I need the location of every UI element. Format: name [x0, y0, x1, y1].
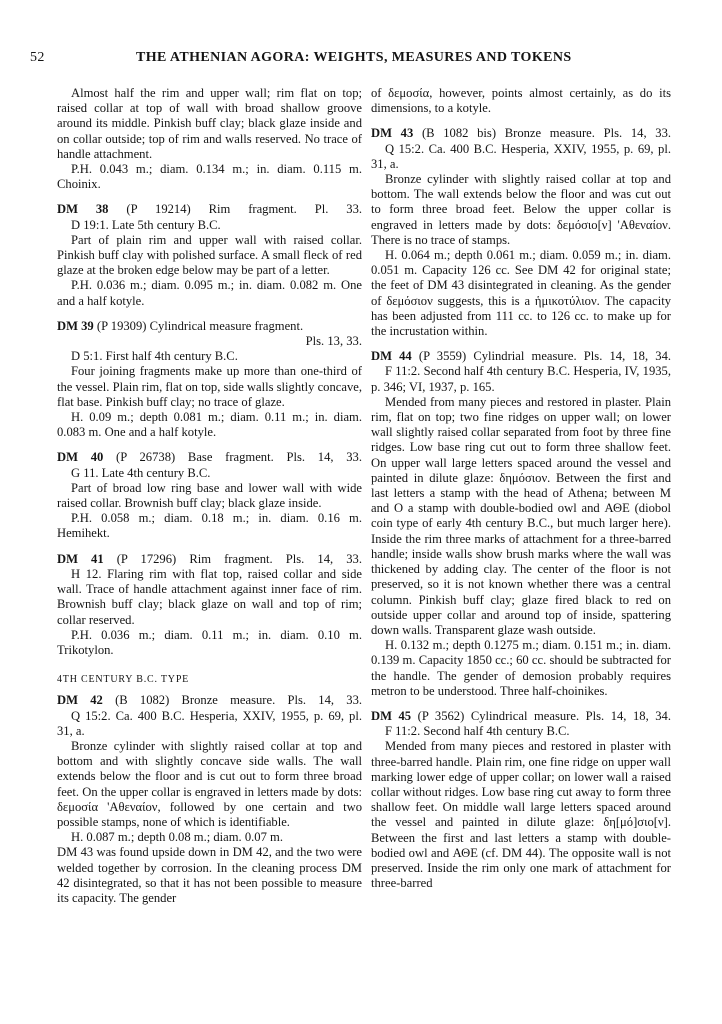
- inventory-number: (P 3559): [418, 349, 467, 364]
- entry-measurements: H. 0.132 m.; depth 0.1275 m.; diam. 0.151 m.; in. diam. 0.139 m. Capacity 1850 cc.; 60 cc. should be subtracted for the handle. The gender of demosion probably requires metron to be understood. Three half-choinikes.: [371, 638, 671, 698]
- entry-measurements: P.H. 0.058 m.; diam. 0.18 m.; in. diam. 0.16 m. Hemihekt.: [57, 511, 362, 541]
- entry-description: H 12. Flaring rim with flat top, raised collar and side wall. Trace of handle attachment against inner face of rim. Brownish buff clay; black glaze on wall and top of rim; collar reserved.: [57, 566, 362, 627]
- plates-reference: Pls. 14, 33.: [286, 450, 362, 465]
- object-type: Cylindrical measure fragment.: [149, 318, 304, 333]
- catalogue-entry-dm43: [371, 126, 671, 339]
- plates-reference: Pls. 14, 33.: [285, 551, 362, 566]
- entry-context: F 11:2. Second half 4th century B.C. Hesperia, IV, 1935, p. 346; VI, 1937, p. 165.: [371, 364, 671, 394]
- entry-description: Part of broad low ring base and lower wall with wide raised collar. Brownish buff clay; black glaze inside.: [57, 480, 362, 511]
- object-type: Cylindrial measure.: [473, 349, 577, 364]
- entry-description: Bronze cylinder with slightly raised collar at top and bottom and with slightly concave side walls. The wall extends below the floor and is cut out to form three broad feet. On the upper collar is engraved in letters made by dots: δεμοσία 'Αθεναίον, followed by one certain and two possible stamps, none of which is identifiable.: [57, 738, 362, 829]
- catalogue-number: DM 45: [371, 708, 412, 723]
- entry-heading: [57, 450, 362, 465]
- plates-reference: Pls. 13, 33.: [305, 334, 362, 349]
- catalogue-entry-dm44: [371, 349, 671, 699]
- entry-description: Mended from many pieces and restored in plaster with three-barred handle. Plain rim, one fine ridge on upper wall marking lower edge of upper collar; on lower wall a raised collar without ridges. Low base ring cut away to form three shallow feet. On middle wall large letters spaced around the vessel and painted in dilute glaze: δη[μό]σιο[ν]. Between the first and last letters a stamp with double-bodied owl and ΑΘΕ (cf. DM 44). The opposite wall is not preserved. Inside the rim only one mark of attachment for three-barred: [371, 739, 671, 891]
- plates-reference: Pls. 14, 33.: [603, 126, 672, 141]
- catalogue-entry-dm40: [57, 450, 362, 541]
- entry-heading: [371, 709, 671, 724]
- entry-note: DM 43 was found upside down in DM 42, and the two were welded together by corrosion. In the cleaning process DM 42 disintegrated, so that it has not been possible to measure its capacity. The gender: [57, 845, 362, 905]
- entry-context: F 11:2. Second half 4th century B.C.: [385, 724, 570, 739]
- inventory-number: (P 19214): [126, 202, 191, 217]
- entry-heading: [57, 552, 362, 567]
- entry-measurements: P.H. 0.036 m.; diam. 0.11 m.; in. diam. 0.10 m. Trikotylon.: [57, 627, 362, 657]
- inventory-number: (P 19309): [96, 318, 147, 333]
- entry-description: Part of plain rim and upper wall with raised collar. Pinkish buff clay with polished surface. A small fleck of red glaze at the broken edge below may be part of a letter.: [57, 232, 362, 278]
- entry-context: D 5:1. First half 4th century B.C.: [71, 349, 238, 364]
- catalogue-number: DM 44: [371, 349, 412, 364]
- catalogue-entry-dm45: [371, 709, 671, 891]
- entry-context: G 11. Late 4th century B.C.: [71, 465, 211, 480]
- catalogue-entry-dm41: [57, 552, 362, 658]
- catalogue-entry-dm42: [57, 693, 362, 906]
- running-head: [0, 50, 722, 70]
- entry-measurements: P.H. 0.036 m.; diam. 0.095 m.; in. diam. 0.082 m. One and a half kotyle.: [57, 278, 362, 308]
- plates-reference: Pls. 14, 18, 34.: [583, 349, 672, 364]
- object-type: Rim fragment.: [189, 551, 273, 566]
- entry-context: Q 15:2. Ca. 400 B.C. Hesperia, XXIV, 1955, p. 69, pl. 31, a.: [371, 141, 671, 171]
- entry-description: Bronze cylinder with slightly raised collar at top and bottom. The wall extends below the floor and was cut out to form three broad feet. Below the upper collar is engraved in letters made by dots: δεμόσιο[ν] 'Αθεναίον. There is no trace of stamps.: [371, 172, 671, 247]
- entry-context: Q 15:2. Ca. 400 B.C. Hesperia, XXIV, 1955, p. 69, pl. 31, a.: [57, 708, 362, 738]
- catalogue-entry-dm39: [57, 319, 362, 441]
- running-head-title: THE ATHENIAN AGORA: WEIGHTS, MEASURES AND TOKENS: [136, 50, 572, 65]
- catalogue-number: DM 42: [57, 693, 103, 708]
- catalogue-number: DM 40: [57, 450, 104, 465]
- entry-description: Mended from many pieces and restored in plaster. Plain rim, flat on top; two fine ridges on upper wall; on lower wall slightly raised collar separated from foot by three fine ridges. Low base ring cut out to form three shallow feet. On upper wall large letters spaced around the vessel and painted in dilute glaze: δημόσιον. Between the first and last letters a stamp with the head of Athena; between M and O a stamp with double-bodied owl and ΑΘΕ (diobol coin type of early 4th century B.C., but much larger here). Inside the rim three marks of attachment for a three-barred handle; inside walls show brush marks where the wall was thickened by adding clay. The center of the floor is not preserved, so it is not known whether there was a central column. Pinkish buff clay; glaze fired black to red on outside upper collar and around top of inside, spattering down walls. Transparent glaze wash outside.: [371, 394, 671, 637]
- entry-measurements: H. 0.087 m.; depth 0.08 m.; diam. 0.07 m.: [71, 830, 283, 845]
- catalogue-number: DM 39: [57, 318, 94, 333]
- plates-reference: Pls. 14, 18, 34.: [585, 708, 671, 723]
- catalogue-number: DM 43: [371, 126, 414, 141]
- right-column: [371, 86, 671, 891]
- continued-description: Almost half the rim and upper wall; rim flat on top; raised collar at top of wall with broad shallow groove around its middle. Pinkish buff clay; black glaze inside and on collar outside; top of rim and walls reserved. No trace of handle attachment.: [57, 86, 362, 161]
- inventory-number: (P 17296): [116, 551, 177, 566]
- object-type: Cylindrical measure.: [470, 708, 580, 723]
- page-number: 52: [30, 50, 45, 65]
- inventory-number: (B 1082 bis): [421, 126, 497, 141]
- entry-measurements: H. 0.064 m.; depth 0.061 m.; diam. 0.059 m.; in. diam. 0.051 m. Capacity 126 cc. See DM 42 for original state; the feet of DM 43 disintegrated in cleaning. As the gender of δεμόσιον suggests, this is a ἡμικοτύλιον. The capacity has been adjusted from 111 cc. to 126 cc. to make up for the incrustation within.: [371, 248, 671, 339]
- left-column: [57, 86, 362, 906]
- entry-measurements: H. 0.09 m.; depth 0.081 m.; diam. 0.11 m.; in. diam. 0.083 m. One and a half kotyle.: [57, 410, 362, 440]
- plates-reference: Pl. 33.: [314, 202, 363, 217]
- catalogue-entry-dm38: [57, 202, 362, 308]
- catalogue-number: DM 41: [57, 551, 104, 566]
- inventory-number: (P 3562): [417, 708, 465, 723]
- object-type: Rim fragment.: [208, 202, 297, 217]
- object-type: Bronze measure.: [181, 693, 276, 708]
- entry-heading: [371, 126, 671, 141]
- object-type: Base fragment.: [187, 450, 274, 465]
- catalogue-number: DM 38: [57, 202, 109, 217]
- continued-note: of δεμοσία, however, points almost certainly, as do its dimensions, to a kotyle.: [371, 86, 671, 116]
- inventory-number: (B 1082): [115, 693, 170, 708]
- continued-measurements: P.H. 0.043 m.; diam. 0.134 m.; in. diam. 0.115 m. Choinix.: [57, 162, 362, 192]
- entry-heading: [57, 693, 362, 708]
- inventory-number: (P 26738): [116, 450, 176, 465]
- plates-reference: Pls. 14, 33.: [287, 693, 363, 708]
- entry-description: Four joining fragments make up more than one-third of the vessel. Plain rim, flat on top, side walls slightly concave, flat base. Pinkish buff clay; no trace of glaze.: [57, 364, 362, 409]
- entry-heading: [57, 319, 362, 334]
- entry-heading: [371, 349, 671, 364]
- section-label: 4TH CENTURY B.C. TYPE: [57, 674, 190, 686]
- entry-heading: [57, 202, 362, 217]
- entry-context: D 19:1. Late 5th century B.C.: [71, 217, 221, 232]
- object-type: Bronze measure.: [504, 126, 595, 141]
